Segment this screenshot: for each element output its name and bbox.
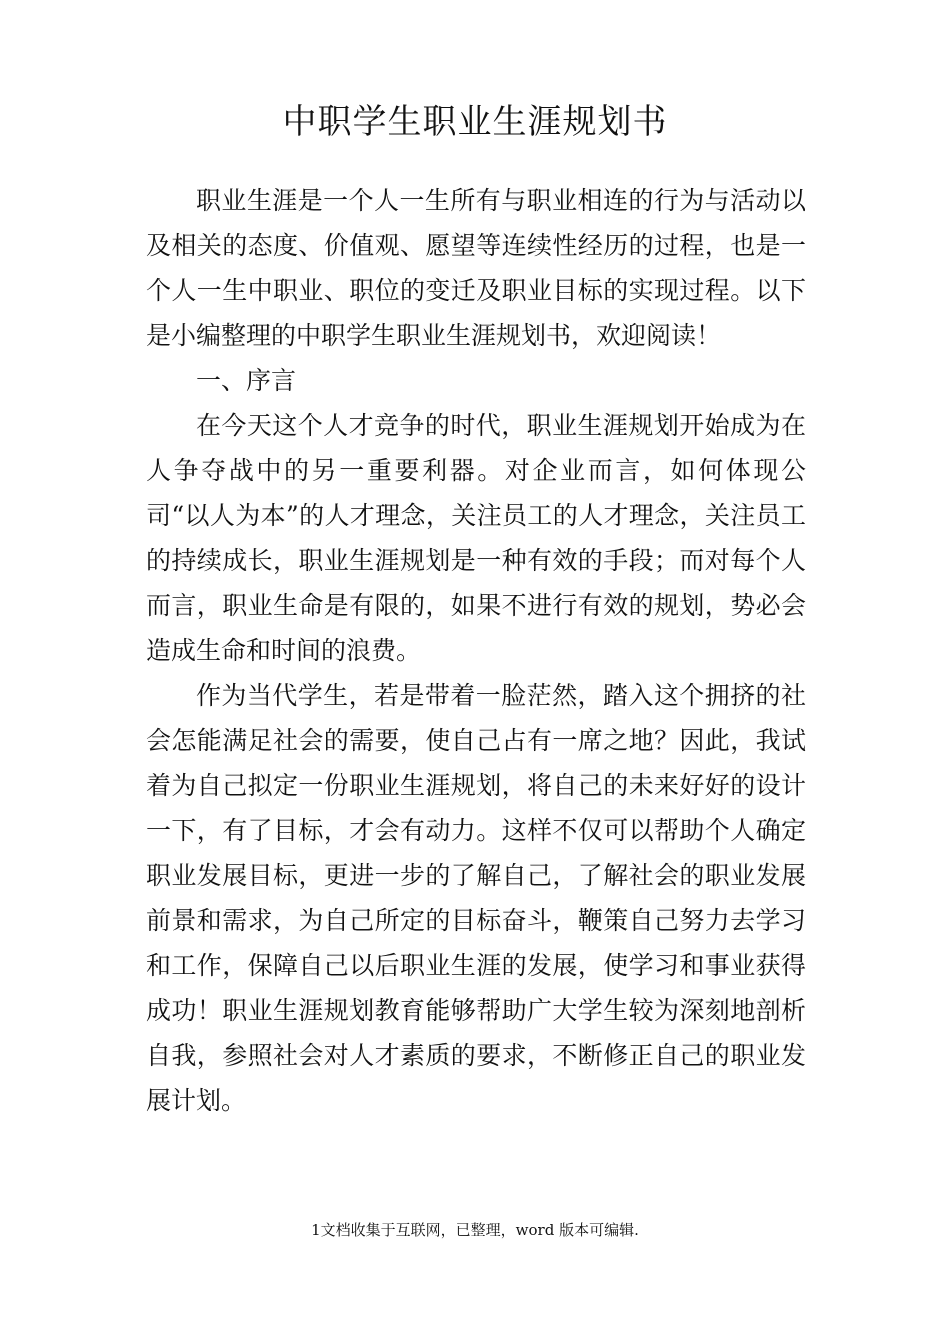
paragraph-student: 作为当代学生，若是带着一脸茫然，踏入这个拥挤的社会怎能满足社会的需要，使自己占有一席之地？因此，我试着为自己拟定一份职业生涯规划，将自己的未来好好的设计一下，有了目标，才会有动力。这样不仅可以帮助个人确定职业发展目标，更进一步的了解自己，了解社会的职业发展前景和需求，为自己所定的目标奋斗，鞭策自己努力去学习和工作，保障自己以后职业生涯的发展，使学习和事业获得成功！职业生涯规划教育能够帮助广大学生较为深刻地剖析自我，参照社会对人才素质的要求，不断修正自己的职业发展计划。	[146, 681, 806, 1115]
document-title: 中职学生职业生涯规划书	[282, 102, 668, 142]
page-footer: 1文档收集于互联网，已整理，word 版本可编辑.	[311, 1221, 639, 1239]
document-body	[146, 178, 806, 1123]
paragraph-intro: 职业生涯是一个人一生所有与职业相连的行为与活动以及相关的态度、价值观、愿望等连续性经历的过程，也是一个人一生中职业、职位的变迁及职业目标的实现过程。以下是小编整理的中职学生职业生涯规划书，欢迎阅读！	[146, 186, 806, 350]
section-heading-preface: 一、序言	[196, 366, 297, 395]
paragraph-preface: 在今天这个人才竞争的时代，职业生涯规划开始成为在人争夺战中的另一重要利器。对企业而言，如何体现公司“以人为本”的人才理念，关注员工的人才理念，关注员工的持续成长，职业生涯规划是一种有效的手段；而对每个人而言，职业生命是有限的，如果不进行有效的规划，势必会造成生命和时间的浪费。	[146, 411, 806, 665]
